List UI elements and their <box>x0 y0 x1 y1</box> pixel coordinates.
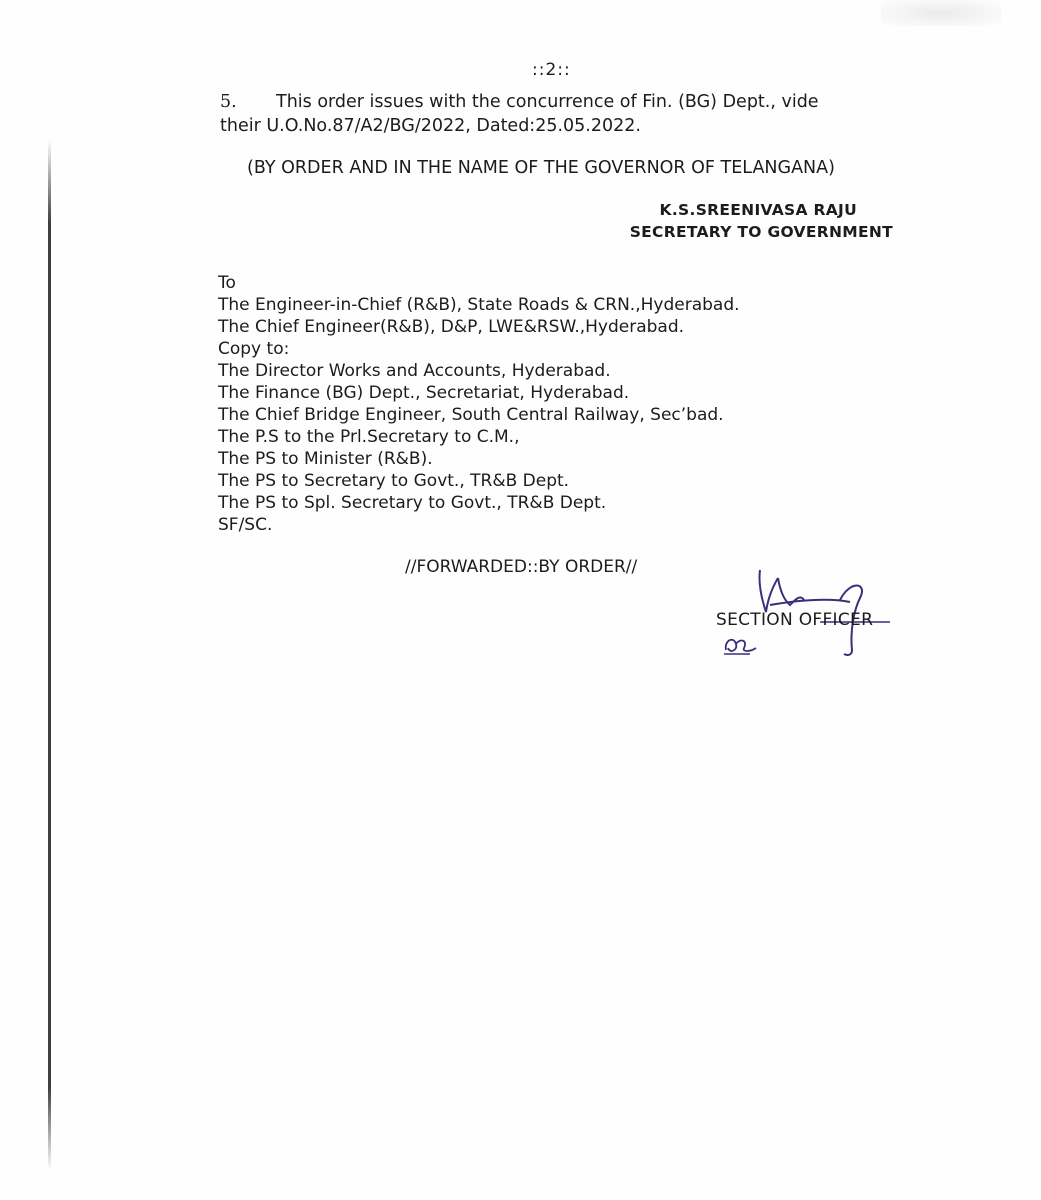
address-block <box>218 272 740 536</box>
section-officer-label: SECTION OFFICER <box>716 610 874 630</box>
copy-line: The PS to Secretary to Govt., TR&B Dept. <box>218 471 570 491</box>
scan-smudge <box>881 0 1001 26</box>
copy-line: The P.S to the Prl.Secretary to C.M., <box>218 427 520 447</box>
paragraph-5-line-2: their U.O.No.87/A2/BG/2022, Dated:25.05.2022. <box>220 116 641 136</box>
paragraph-number: 5. <box>220 92 237 112</box>
handwritten-initials <box>720 630 764 658</box>
copy-line: The Chief Bridge Engineer, South Central Railway, Sec’bad. <box>218 405 724 425</box>
copy-line: The PS to Minister (R&B). <box>218 449 433 469</box>
copy-to-label: Copy to: <box>218 339 290 359</box>
to-label: To <box>218 273 236 293</box>
signatory-block <box>630 199 893 243</box>
copy-line: SF/SC. <box>218 515 273 535</box>
paragraph-text-1: This order issues with the concurrence of Fin. (BG) Dept., vide <box>276 92 819 112</box>
signatory-designation: SECRETARY TO GOVERNMENT <box>629 223 893 241</box>
page-number: ::2:: <box>532 60 571 80</box>
by-order-line: (BY ORDER AND IN THE NAME OF THE GOVERNOR OF TELANGANA) <box>247 158 835 178</box>
copy-line: The PS to Spl. Secretary to Govt., TR&B Dept. <box>218 493 607 513</box>
paragraph-5-line-1 <box>220 90 860 114</box>
copy-line: The Director Works and Accounts, Hyderabad. <box>218 361 611 381</box>
recipient-line: The Chief Engineer(R&B), D&P, LWE&RSW.,Hyderabad. <box>218 317 685 337</box>
copy-line: The Finance (BG) Dept., Secretariat, Hyderabad. <box>218 383 630 403</box>
paragraph-5 <box>220 90 860 138</box>
forwarded-line: //FORWARDED::BY ORDER// <box>405 557 638 577</box>
signatory-name: K.S.SREENIVASA RAJU <box>659 201 857 219</box>
recipient-line: The Engineer-in-Chief (R&B), State Roads & CRN.,Hyderabad. <box>218 295 740 315</box>
scan-edge-line <box>48 140 51 1170</box>
